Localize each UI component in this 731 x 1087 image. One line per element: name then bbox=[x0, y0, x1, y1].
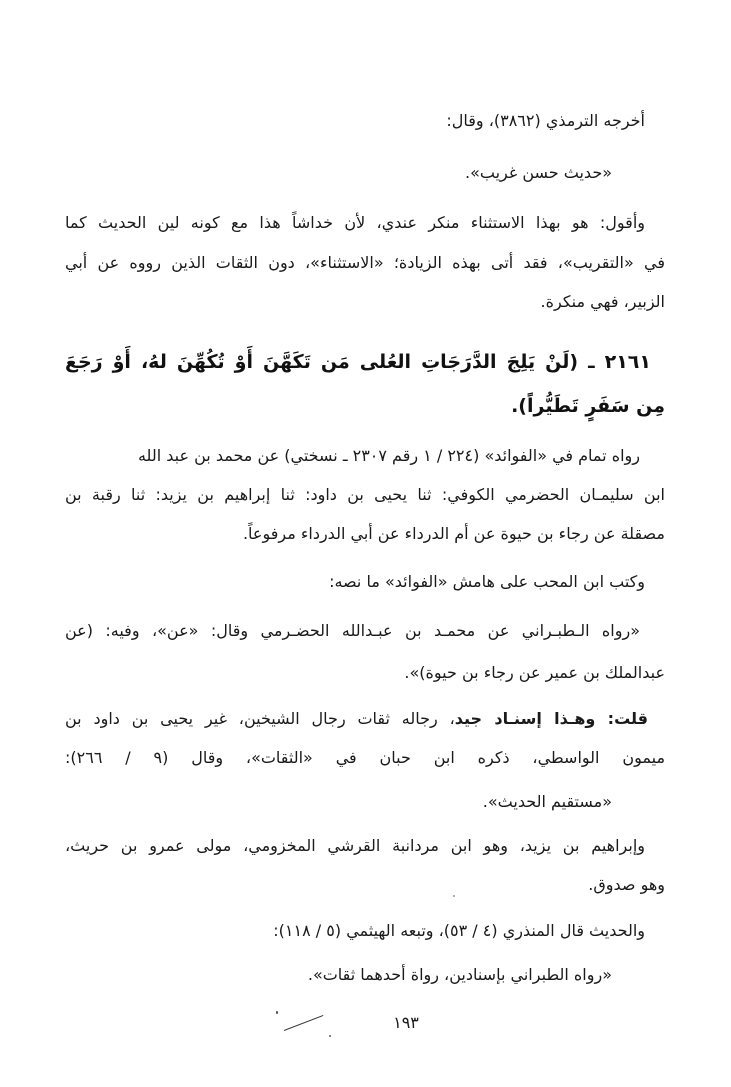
text-line-quote-haythami: «رواه الطبراني بإسنادين، رواة أحدهما ثقات». bbox=[307, 965, 612, 984]
text-line-margin-quote-2: عبدالملك بن عمير عن رجاء بن حيوة)». bbox=[404, 663, 665, 682]
text-line-verdict-2: ميمون الواسطي، ذكره ابن حبان في «الثقات»، وقال (٩‏ / ٢٦٦): bbox=[65, 748, 666, 767]
page-number: ١٩٣ bbox=[393, 1013, 419, 1032]
text-line-ibrahim-2: وهو صدوق. bbox=[588, 875, 665, 894]
ink-dot bbox=[276, 1011, 278, 1014]
ink-dot bbox=[329, 1035, 331, 1037]
bold-phrase-qultu: قلت: وهـذا إسنـاد جيد bbox=[454, 709, 649, 728]
text-line-isnad-2: ابن سليمـان الحضرمي الكوفي: ثنا يحيى بن داود: ثنا إبراهيم بن يزيد: ثنا رقبة بن bbox=[65, 485, 665, 504]
text-line-margin-quote-1: «رواه الـطبـراني عن محمـد بن عبـدالله الحضـرمي وقال: «عن»، وفيه: (عن bbox=[65, 621, 640, 640]
text-line-takhrij: أخرجه الترمذي (٣٨٦٢)، وقال: bbox=[446, 111, 645, 130]
text-line-ibrahim-1: وإبراهيم بن يزيد، وهو ابن مردانبة القرشي المخزومي، مولى عمرو بن حريث، bbox=[65, 836, 645, 855]
text-line-isnad-1: رواه تمام في «الفوائد» (٢٢٤‏ / ١ رقم ٢٣٠٧ ـ نسختي) عن محمد بن عبد الله bbox=[137, 446, 640, 465]
ink-speck bbox=[453, 895, 455, 897]
text-line-isnad-3: مصقلة عن رجاء بن حيوة عن أم الدرداء عن أبي الدرداء مرفوعاً. bbox=[242, 524, 665, 543]
text-line-mundhiri: والحديث قال المنذري (٤‏ / ٥٣)، وتبعه الهيثمي (٥‏ / ١١٨): bbox=[273, 921, 645, 940]
text-line-verdict-1 bbox=[65, 699, 665, 738]
text-line-quote-ibn-hibban: «مستقيم الحديث». bbox=[482, 792, 612, 811]
text-line-comment-1: وأقول: هو بهذا الاستثناء منكر عندي، لأن خداشاً هذا مع كونه لين الحديث كما bbox=[65, 213, 645, 232]
text-line-quote-tirmidhi: «حديث حسن غريب». bbox=[465, 163, 612, 182]
hadith-heading-line-1: ٢١٦١ ـ (لَنْ يَلِجَ الدَّرَجَاتِ العُلى مَن تَكَهَّنَ أَوْ تُكُهِّنَ لهُ، أَوْ رَجَعَ bbox=[65, 351, 651, 373]
text-line-ibn-muhibb: وكتب ابن المحب على هامش «الفوائد» ما نصه: bbox=[329, 572, 645, 591]
text-line-comment-3: الزبير، فهي منكرة. bbox=[540, 292, 665, 311]
text-line-comment-2: في «التقريب»، فقد أتى بهذه الزيادة؛ «الاستثناء»، دون الثقات الذين رووه عن أبي bbox=[65, 253, 665, 272]
hadith-heading-line-2: مِن سَفَرٍ تَطَيُّراً). bbox=[511, 395, 665, 417]
pen-stroke-mark bbox=[284, 1015, 324, 1031]
verdict-rest: ، رجاله ثقات رجال الشيخين، غير يحيى بن داود بن bbox=[65, 709, 455, 728]
